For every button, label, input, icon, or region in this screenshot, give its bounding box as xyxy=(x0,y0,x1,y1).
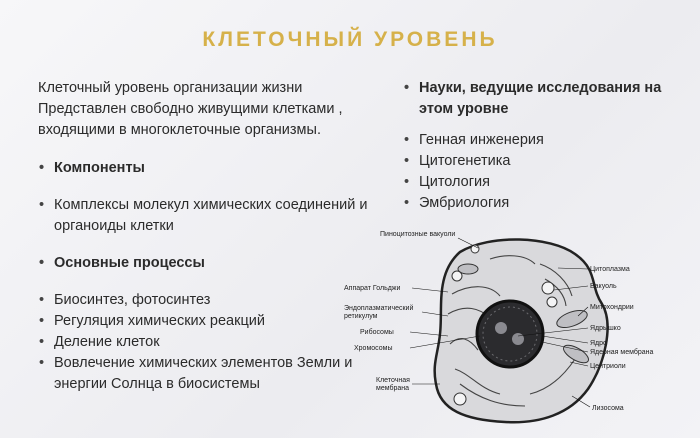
sciences-list xyxy=(403,78,693,214)
left-column xyxy=(38,78,368,395)
page-title: КЛЕТОЧНЫЙ УРОВЕНЬ xyxy=(202,28,498,51)
components-text: • Комплексы молекул химических соединений и органоиды клетки xyxy=(38,195,368,237)
sciences-heading: • Науки, ведущие исследования на этом уровне xyxy=(403,78,693,120)
science-item: • Эмбриология xyxy=(403,193,693,214)
cell-diagram xyxy=(340,224,670,434)
label-er-2: ретикулум xyxy=(344,313,378,320)
science-item: • Цитология xyxy=(403,172,693,193)
science-item: • Цитогенетика xyxy=(403,151,693,172)
processes-heading: • Основные процессы xyxy=(38,253,368,274)
label-cell-membrane-1: Клеточная xyxy=(376,377,410,384)
label-nucleolus: Ядрышко xyxy=(590,325,621,332)
label-ribosomes: Рибосомы xyxy=(360,329,394,336)
components-list xyxy=(38,158,368,395)
label-nuclear-membrane: Ядерная мембрана xyxy=(590,349,654,356)
label-vacuole: Вакуоль xyxy=(590,283,617,290)
label-golgi: Аппарат Гольджи xyxy=(344,285,401,292)
nucleolus-shape xyxy=(495,322,507,334)
label-pinocytic: Пиноцитозные вакуоли xyxy=(380,231,456,238)
label-chromosomes: Хромосомы xyxy=(354,345,393,352)
label-mitochondria: Митохондрии xyxy=(590,304,634,311)
intro-text: Клеточный уровень организации жизни Представлен свободно живущими клетками , входящими в многоклеточные организмы. xyxy=(38,80,343,138)
label-er-1: Эндоплазматический xyxy=(344,305,414,312)
science-item: • Генная инженерия xyxy=(403,130,693,151)
process-item: • Биосинтез, фотосинтез xyxy=(38,290,368,311)
label-centrioles: Центриоли xyxy=(590,363,626,370)
label-lysosome: Лизосома xyxy=(592,405,624,412)
label-cell-membrane-2: мембрана xyxy=(376,385,409,392)
process-item: • Деление клеток xyxy=(38,332,368,353)
process-item: • Вовлечение химических элементов Земли и энергии Солнца в биосистемы xyxy=(38,353,368,395)
label-cytoplasm: Цитоплазма xyxy=(590,266,630,273)
process-item: • Регуляция химических реакций xyxy=(38,311,368,332)
label-nucleus: Ядро xyxy=(590,340,607,347)
components-heading: • Компоненты xyxy=(38,158,368,179)
right-column xyxy=(403,78,693,214)
